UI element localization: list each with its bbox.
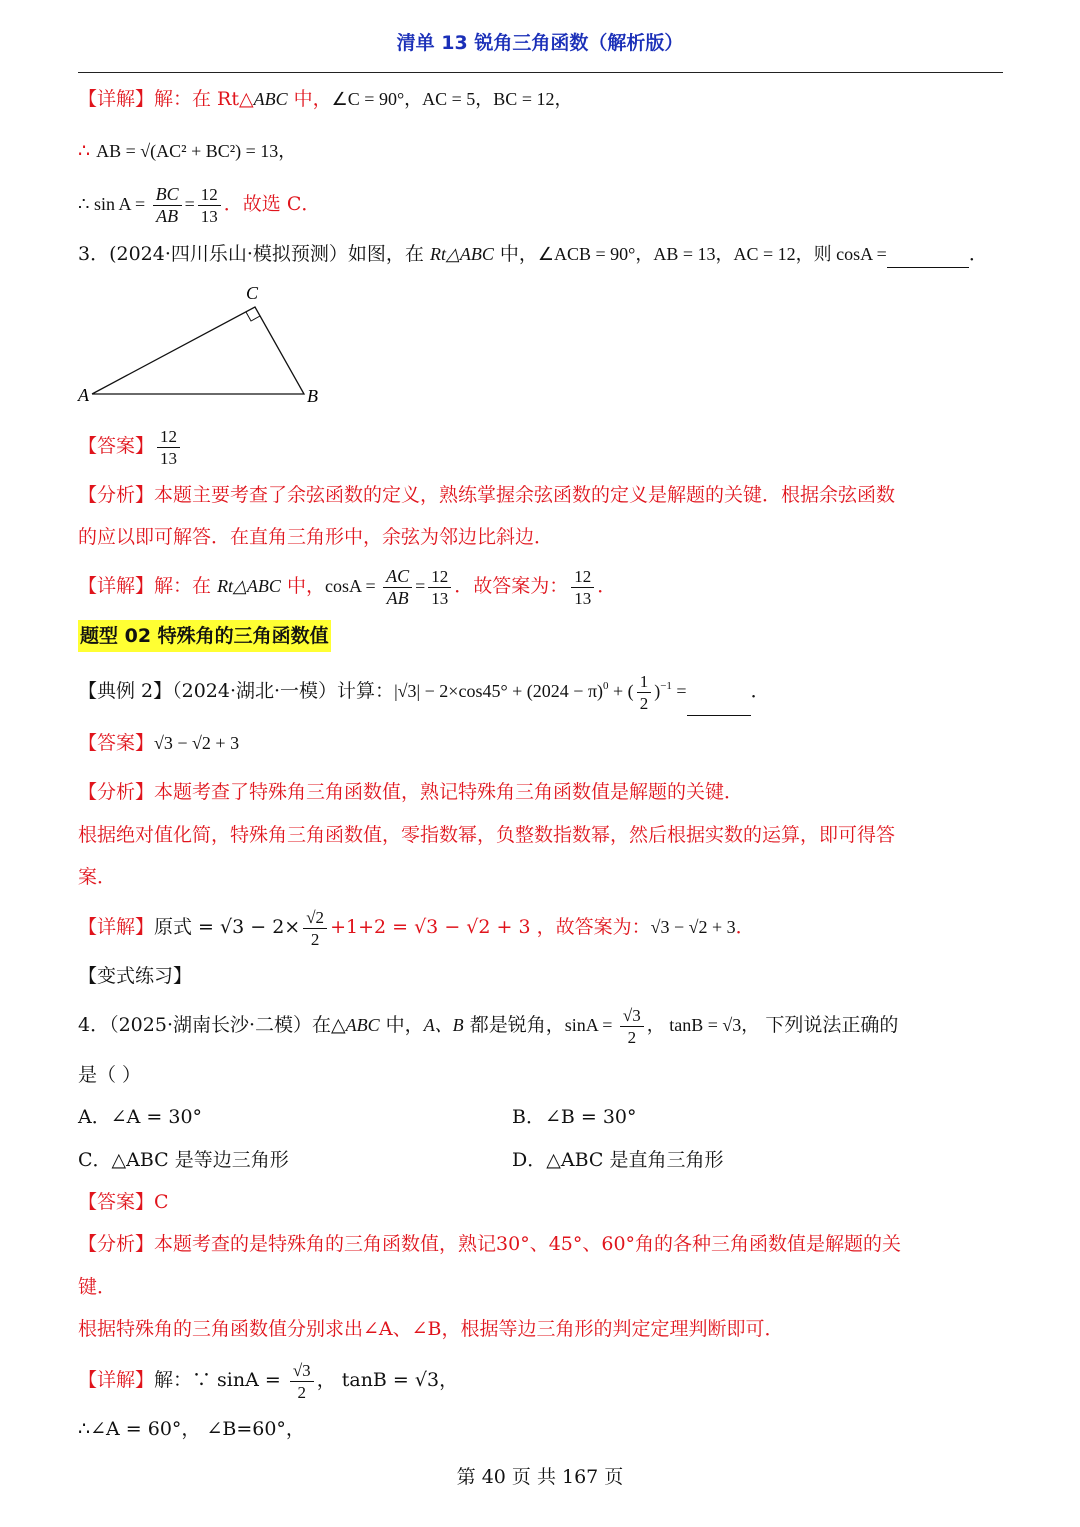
- detail-prefix: 解：∵ sinA =: [154, 1369, 287, 1391]
- q3-analysis-line-1: [78, 482, 895, 508]
- detail-answer: √3 − √2 + 3: [650, 917, 736, 937]
- page-footer: 第 40 页 共 167 页: [456, 1466, 624, 1488]
- q4-analysis-2: 键．: [78, 1276, 117, 1298]
- therefore-symbol: ∴: [78, 140, 97, 162]
- q4-triangle: ABC: [345, 1015, 380, 1035]
- triangle-name: ABC: [253, 89, 288, 109]
- example-2-detail: [78, 903, 755, 951]
- exponent-zero: 0: [603, 680, 609, 692]
- sqrt3-over-2: [620, 1005, 644, 1048]
- right-triangle-figure: [70, 280, 340, 410]
- vertex-label-a: A: [78, 385, 89, 405]
- q4-acute: 都是锐角，: [463, 1014, 565, 1036]
- plus-paren: + (: [608, 681, 634, 701]
- detail-mid: +1+2 = √3 − √2 + 3 ，故答案为：: [330, 916, 651, 938]
- triangle-outline: [92, 307, 304, 394]
- detail-answer-prefix: ．故答案为：: [454, 575, 569, 597]
- answer-blank: [887, 241, 969, 268]
- detail-triangle: Rt△ABC: [217, 576, 281, 596]
- option-d[interactable]: D．△ABC 是直角三角形: [512, 1149, 724, 1171]
- analysis-text: 本题考查的是特殊角的三角函数值，熟记30°、45°、60°角的各种三角函数值是解题的关: [154, 1233, 902, 1255]
- practice-heading: 【变式练习】: [78, 965, 193, 987]
- fraction-numerator: AC: [383, 566, 412, 588]
- detail-tan: ， tanB = √3，: [316, 1369, 459, 1391]
- q4-stem-tail: 下列说法正确的: [759, 1014, 899, 1036]
- sin-prefix: sinA =: [564, 1015, 617, 1035]
- fraction-denominator: 13: [574, 588, 592, 608]
- analysis-label: 【分析】: [78, 484, 155, 506]
- answer-blank: [687, 667, 751, 716]
- vertex-label-c: C: [246, 283, 259, 303]
- choice-conclusion: ．故选 C．: [223, 193, 321, 215]
- example-prefix: 【典例 2】（2024·湖北·一模）计算：: [78, 680, 395, 702]
- q2-sine-line: ∴ sin A = $\frac{BC}{AB}$ = $\frac{12}{13}$ ．故选 C．: [78, 183, 321, 226]
- q4-analysis-1: [78, 1231, 901, 1257]
- fraction-12-13: [428, 566, 451, 609]
- q4-stem: [78, 1001, 898, 1049]
- fraction-numerator: √3: [620, 1005, 644, 1027]
- option-a[interactable]: A．∠A = 30°: [78, 1106, 203, 1128]
- fraction-12-13: [198, 184, 221, 227]
- answer-label: 【答案】: [78, 1191, 155, 1213]
- sqrt3-over-2: [290, 1360, 314, 1403]
- option-c[interactable]: C．△ABC 是等边三角形: [78, 1149, 289, 1171]
- q3-triangle: Rt△ABC: [429, 244, 494, 264]
- fraction-ac-ab: [383, 566, 412, 609]
- header-divider: [78, 72, 1003, 73]
- stem-end: ．: [750, 680, 770, 702]
- vertex-label-b: B: [307, 386, 318, 406]
- q4-detail: [78, 1356, 458, 1404]
- fraction-denominator: 13: [160, 448, 178, 468]
- detail-label: 【详解】: [78, 916, 155, 938]
- fraction-bc-ab: [153, 184, 182, 227]
- q3-given: ∠ACB = 90°，AB = 13，AC = 12，则 cosA =: [537, 244, 887, 264]
- q4-answer: [78, 1189, 169, 1215]
- detail-intro: 解：在 Rt△: [154, 88, 254, 110]
- fraction-denominator: 2: [310, 929, 320, 949]
- detail-label: 【详解】: [78, 575, 155, 597]
- q4-angle-conclusion: ∴∠A = 60°， ∠B=60°，: [78, 1418, 305, 1440]
- fraction-numerator: √3: [290, 1360, 314, 1382]
- option-b[interactable]: B．∠B = 30°: [512, 1106, 637, 1128]
- fraction-denominator: 2: [627, 1027, 637, 1047]
- close-paren: ): [654, 681, 661, 701]
- q4-stem-prefix: 4．（2025·湖南长沙·二模）在△: [78, 1014, 346, 1036]
- fraction-numerator: 1: [637, 671, 652, 693]
- detail-intro: 解：在: [154, 575, 218, 597]
- fraction-denominator: AB: [156, 205, 179, 226]
- fraction-numerator: 12: [428, 566, 451, 588]
- fraction-numerator: 12: [198, 184, 221, 206]
- example-2-analysis-1: [78, 779, 743, 805]
- fraction-denominator: AB: [386, 587, 409, 608]
- q3-analysis-line-2: 的应以即可解答．在直角三角形中，余弦为邻边比斜边．: [78, 526, 554, 548]
- fraction-denominator: 2: [297, 1382, 307, 1402]
- answer-label: 【答案】: [78, 435, 155, 457]
- exponent-negative-one: −1: [660, 680, 672, 692]
- detail-label: 【详解】: [78, 88, 155, 110]
- cos-prefix: cosA =: [324, 576, 381, 596]
- q4-stem-mid: 中，: [379, 1014, 424, 1036]
- page-header-title: 清单 13 锐角三角函数（解析版）: [396, 32, 684, 54]
- answer-fraction: [157, 426, 180, 469]
- section-heading: 题型 02 特殊角的三角函数值: [78, 620, 331, 652]
- hypotenuse-expression: AB = √(AC² + BC²) = 13，: [96, 141, 297, 161]
- answer-label: 【答案】: [78, 732, 155, 754]
- q3-stem: [78, 241, 988, 268]
- example-2-stem: [78, 662, 770, 716]
- analysis-label: 【分析】: [78, 1233, 155, 1255]
- detail-prefix: 原式 = √3 − 2×: [154, 916, 301, 938]
- q4-stem-line-2: 是（ ）: [78, 1064, 142, 1086]
- fraction-numerator: √2: [303, 907, 327, 929]
- equals-sign: =: [671, 681, 687, 701]
- q4-analysis-3: 根据特殊角的三角函数值分别求出∠A、∠B，根据等边三角形的判定定理判断即可．: [78, 1318, 784, 1340]
- fraction-numerator: 12: [571, 566, 594, 588]
- example-2-analysis-3: 案．: [78, 866, 117, 888]
- tan-given: ， tanB = √3，: [646, 1015, 760, 1035]
- analysis-text: 本题考查了特殊角三角函数值，熟记特殊角三角函数值是解题的关键．: [154, 781, 744, 803]
- detail-label: 【详解】: [78, 1369, 155, 1391]
- example-2-analysis-2: 根据绝对值化简，特殊角三角函数值，零指数幂，负整数指数幂，然后根据实数的运算，即可得答: [78, 824, 896, 846]
- q3-stem-mid: 中，: [493, 243, 538, 265]
- fraction-denominator: 13: [431, 588, 449, 608]
- detail-end: ．: [735, 916, 755, 938]
- detail-mid: 中，: [287, 88, 332, 110]
- q3-detail: 【详解】解：在 Rt△ABC 中，cosA = $\frac{AC}{AB}$ = $\frac{12}{13}$ ．故答案为： $\frac{12}{13}$ ．: [78, 565, 617, 608]
- expression-part-1: |√3| − 2×cos45° + (2024 − π): [394, 681, 604, 701]
- q2-hypotenuse-line: [78, 138, 296, 164]
- fraction-denominator: 2: [639, 693, 649, 713]
- sqrt2-over-2: [303, 907, 327, 950]
- analysis-text: 本题主要考查了余弦函数的定义，熟练掌握余弦函数的定义是解题的关键．根据余弦函数: [154, 484, 896, 506]
- q3-stem-end: ．: [968, 243, 988, 265]
- analysis-label: 【分析】: [78, 781, 155, 803]
- answer-expression: √3 − √2 + 3: [154, 733, 240, 753]
- fraction-denominator: 13: [200, 206, 218, 226]
- q2-detail-line: [78, 86, 572, 112]
- half-fraction: [637, 671, 652, 714]
- q4-angles: A、B: [423, 1015, 464, 1035]
- q3-stem-prefix: 3．(2024·四川乐山·模拟预测）如图，在: [78, 243, 430, 265]
- example-2-answer: [78, 730, 239, 756]
- q3-answer: [78, 422, 183, 470]
- detail-mid: 中，: [280, 575, 325, 597]
- detail-answer-fraction: [571, 566, 594, 609]
- fraction-numerator: BC: [153, 184, 182, 206]
- answer-value: C: [154, 1191, 169, 1213]
- fraction-numerator: 12: [157, 426, 180, 448]
- detail-end: ．: [597, 575, 617, 597]
- sine-prefix: ∴ sin A =: [78, 194, 150, 214]
- given-values: ∠C = 90°，AC = 5，BC = 12，: [331, 89, 573, 109]
